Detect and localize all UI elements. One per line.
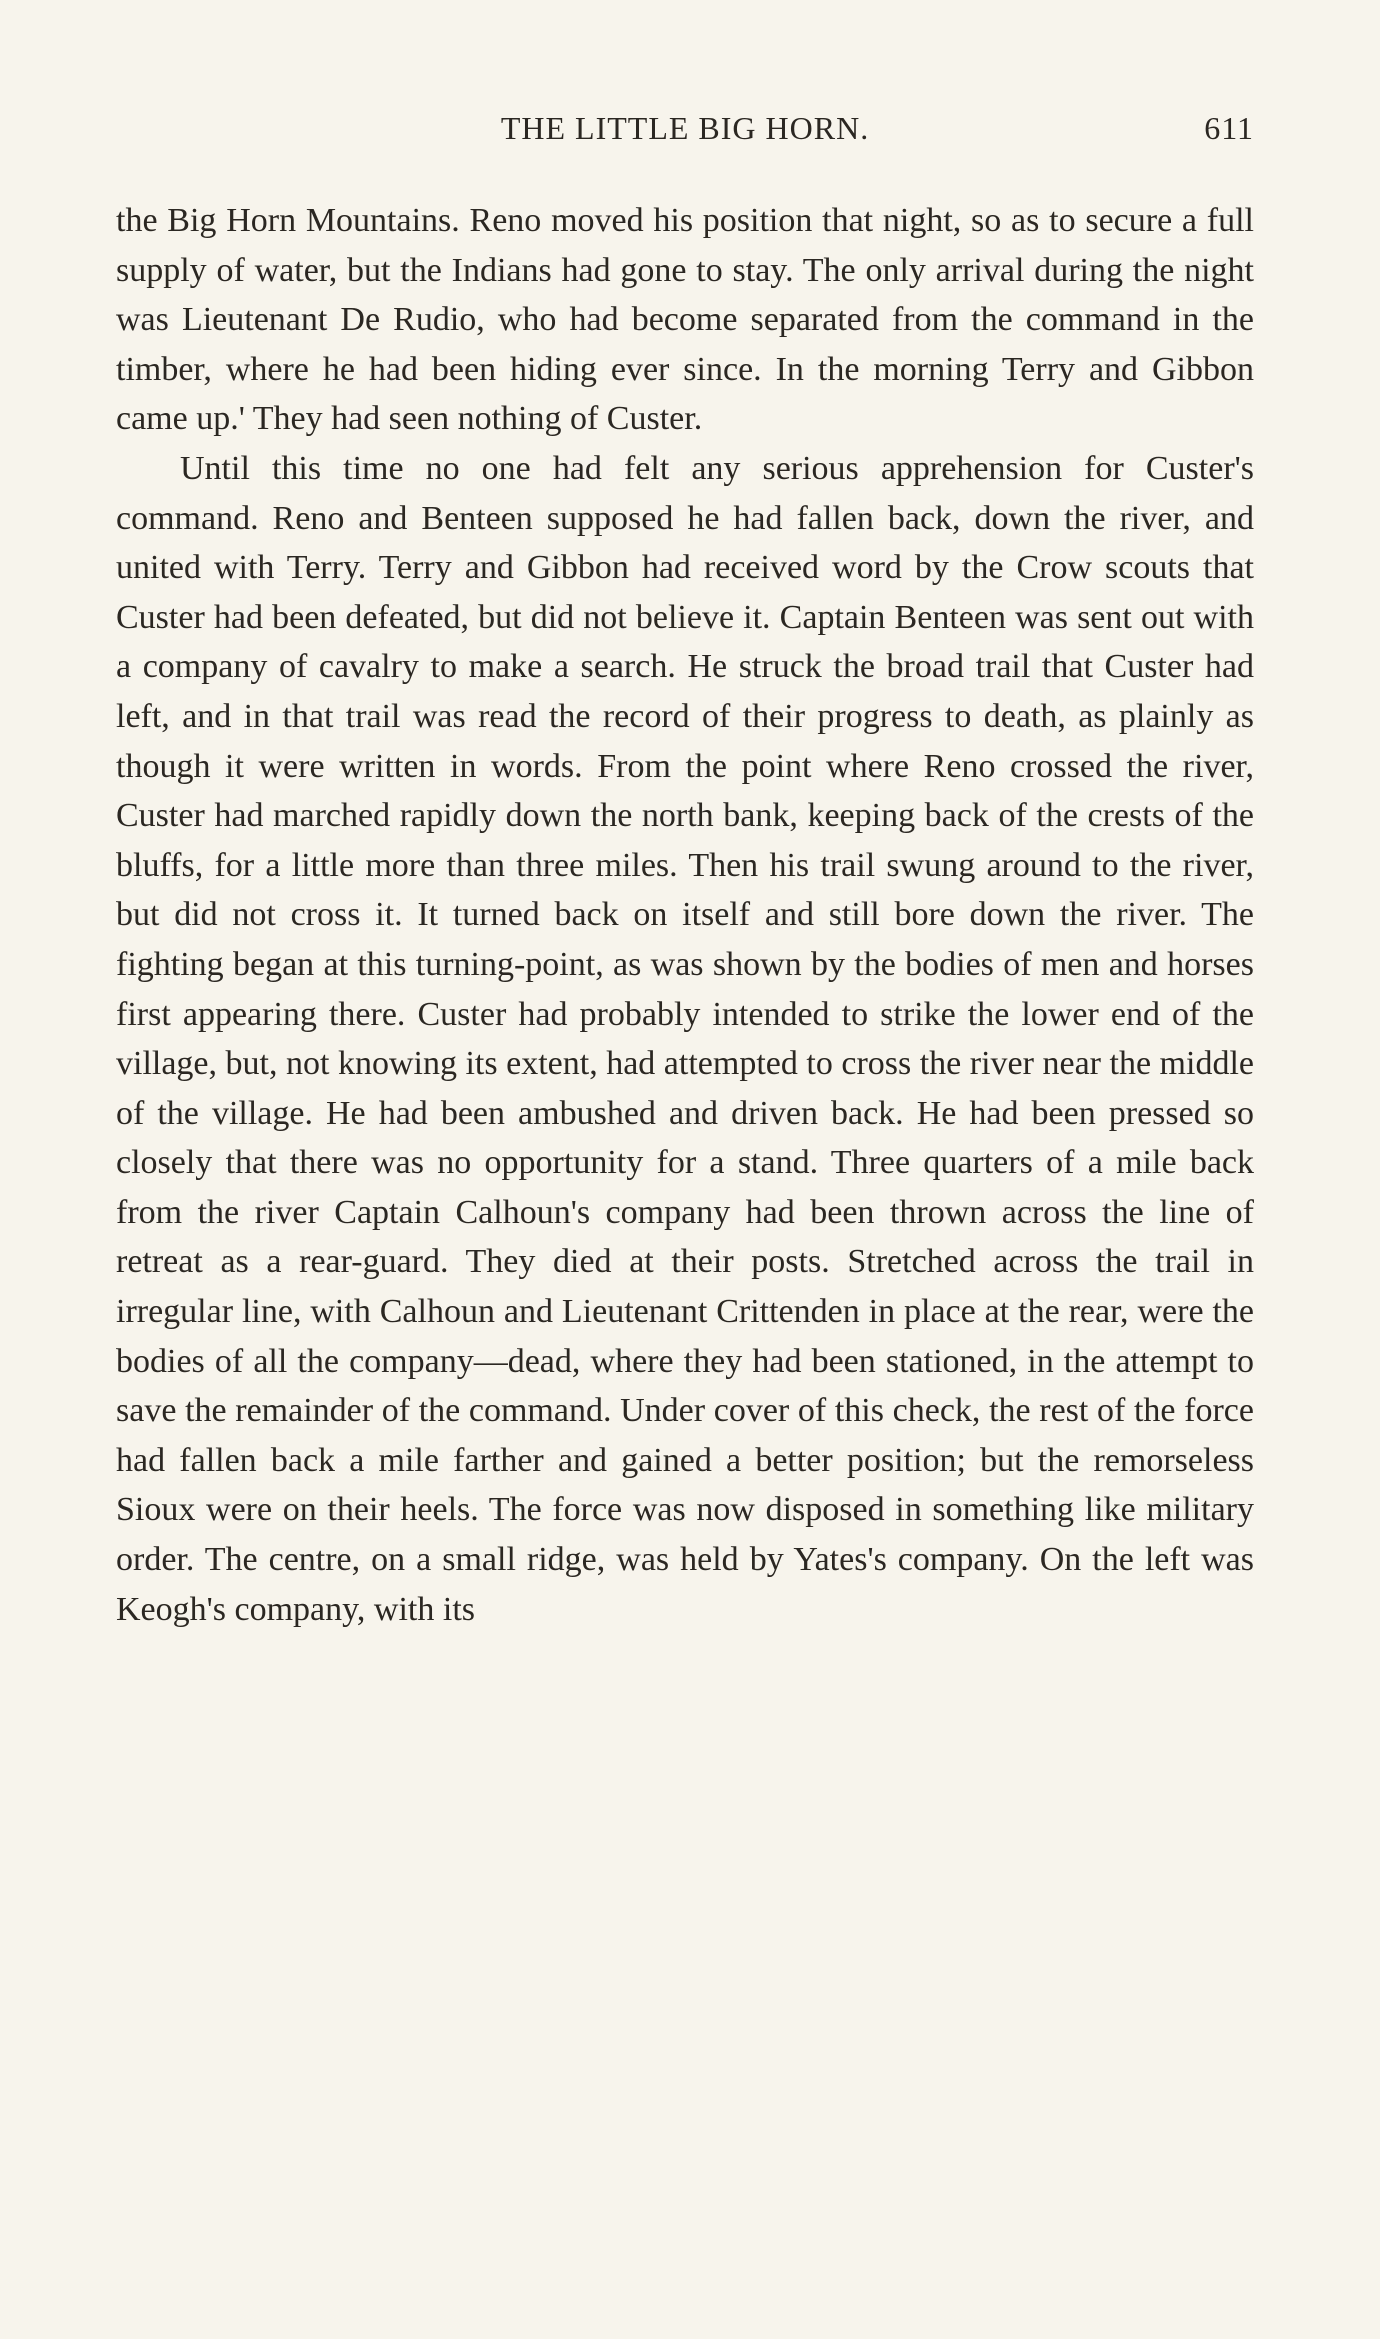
running-head [116,110,1254,160]
book-page [116,110,1254,1634]
paragraph-2: Until this time no one had felt any serious apprehension for Custer's command. Reno and Benteen supposed he had fallen back, down the river, and united with Terry. Terry and Gibbon had received word by the Crow scouts that Custer had been defeated, but did not believe it. Captain Benteen was sent out with a company of cavalry to make a search. He struck the broad trail that Custer had left, and in that trail was read the record of their progress to death, as plainly as though it were written in words. From the point where Reno crossed the river, Custer had marched rapidly down the north bank, keeping back of the crests of the bluffs, for a little more than three miles. Then his trail swung around to the river, but did not cross it. It turned back on itself and still bore down the river. The fighting began at this turning-point, as was shown by the bodies of men and horses first appearing there. Custer had probably intended to strike the lower end of the village, but, not knowing its extent, had attempted to cross the river near the middle of the village. He had been ambushed and driven back. He had been pressed so closely that there was no opportunity for a stand. Three quarters of a mile back from the river Captain Calhoun's company had been thrown across the line of retreat as a rear-guard. They died at their posts. Stretched across the trail in irregular line, with Calhoun and Lieutenant Crittenden in place at the rear, were the bodies of all the company—dead, where they had been stationed, in the attempt to save the remainder of the command. Under cover of this check, the rest of the force had fallen back a mile farther and gained a better position; but the remorseless Sioux were on their heels. The force was now disposed in something like military order. The centre, on a small ridge, was held by Yates's company. On the left was Keogh's company, with its [116,449,1254,1628]
running-title: THE LITTLE BIG HORN. [500,110,870,146]
paragraph-1: the Big Horn Mountains. Reno moved his position that night, so as to secure a full supply of water, but the Indians had gone to stay. The only arrival during the night was Lieutenant De Rudio, who had become separated from the command in the timber, where he had been hiding ever since. In the morning Terry and Gibbon came up.' They had seen nothing of Custer. [116,202,1254,438]
body-text [116,196,1254,1634]
page-number: 611 [1204,110,1254,146]
